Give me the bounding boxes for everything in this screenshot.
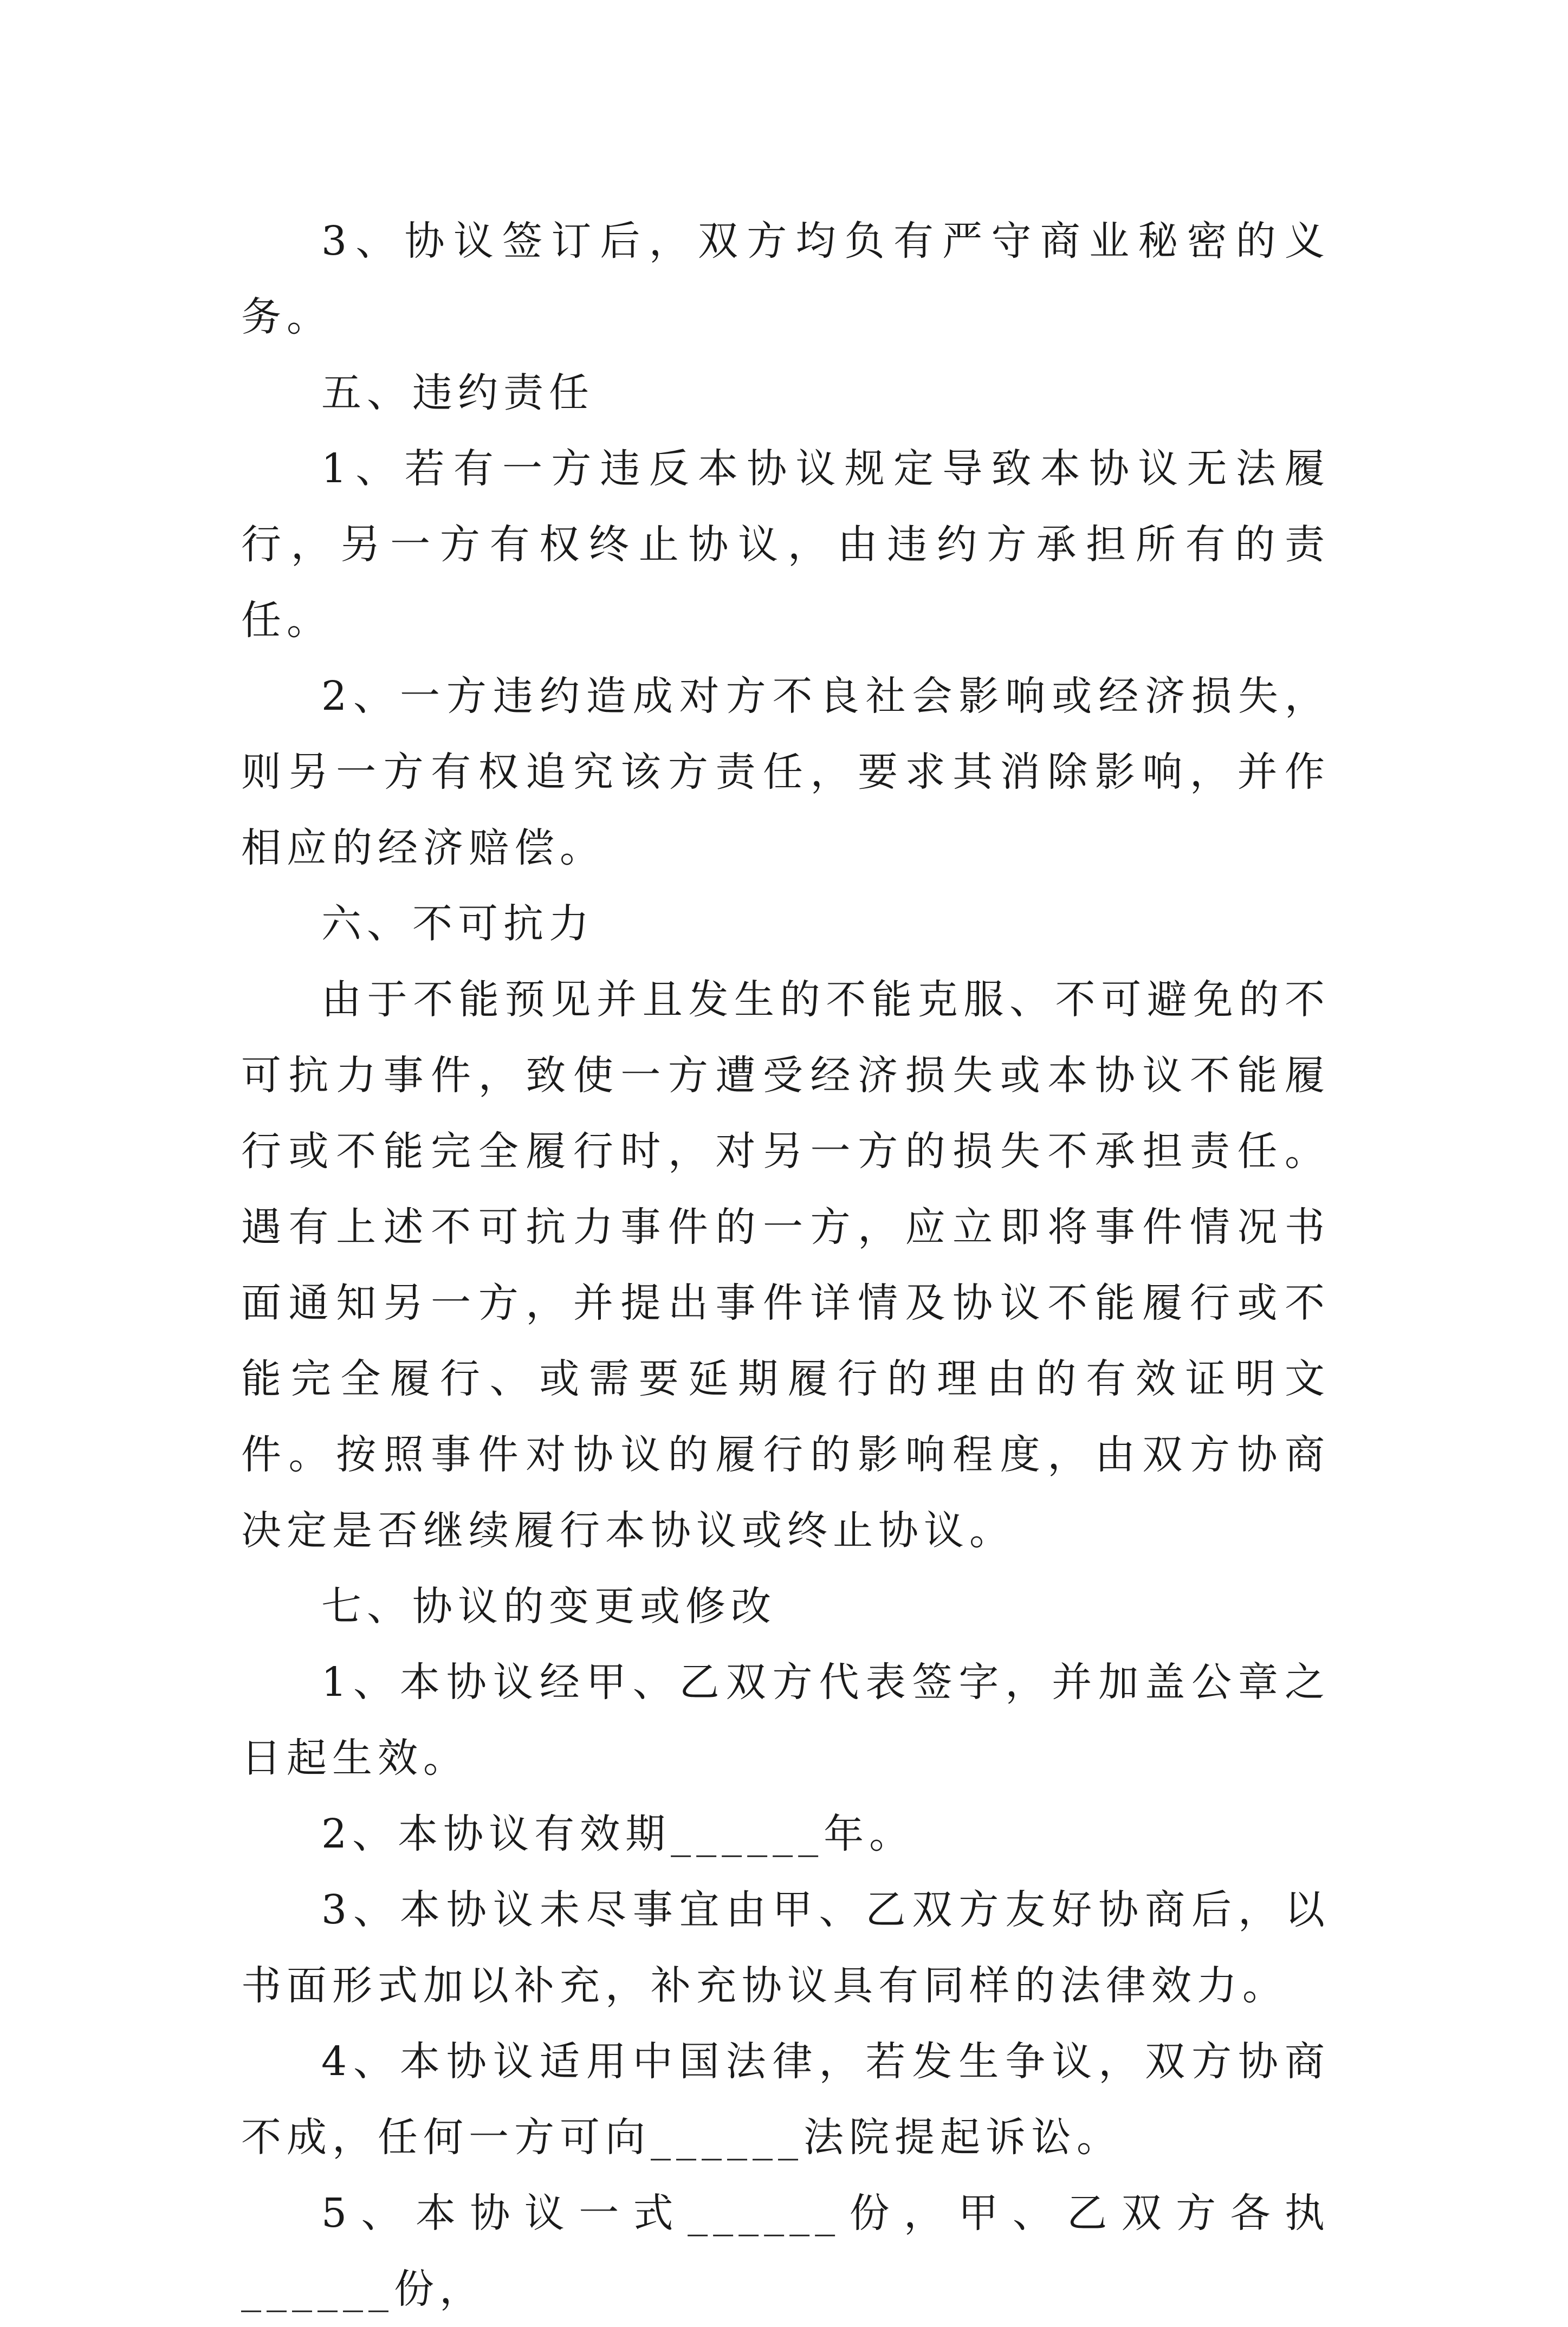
clause-5-2-compensation: 2、一方违约造成对方不良社会影响或经济损失，则另一方有权追究该方责任，要求其消除影响，并作相应的经济赔偿。	[241, 673, 1330, 871]
document-body	[241, 203, 1330, 2327]
clause-7-5-copies: 5、本协议一式______份，甲、乙双方各执______份，	[241, 2190, 1330, 2312]
section-heading-amendments: 七、协议的变更或修改	[321, 1583, 776, 1630]
clause-7-3-supplement: 3、本协议未尽事宜由甲、乙双方友好协商后，以书面形式加以补充，补充协议具有同样的法律效力。	[241, 1887, 1330, 2009]
clause-7-2-validity-period: 2、本协议有效期______年。	[321, 1811, 915, 1857]
clause-4-3-confidentiality: 3、协议签订后，双方均负有严守商业秘密的义务。	[241, 218, 1330, 340]
section-heading-force-majeure: 六、不可抗力	[321, 900, 594, 947]
clause-7-1-effective: 1、本协议经甲、乙双方代表签字，并加盖公章之日起生效。	[241, 1659, 1330, 1781]
clause-6-force-majeure-body: 由于不能预见并且发生的不能克服、不可避免的不可抗力事件，致使一方遭受经济损失或本协议不能履行或不能完全履行时，对另一方的损失不承担责任。遇有上述不可抗力事件的一方，应立即将事件情况书面通知另一方，并提出事件详情及协议不能履行或不能完全履行、或需要延期履行的理由的有效证明文件。按照事件对协议的履行的影响程度，由双方协商决定是否继续履行本协议或终止协议。	[241, 976, 1330, 1554]
section-heading-breach: 五、违约责任	[321, 370, 594, 416]
clause-5-1-termination: 1、若有一方违反本协议规定导致本协议无法履行，另一方有权终止协议，由违约方承担所有的责任。	[241, 445, 1330, 644]
clause-7-4-governing-law: 4、本协议适用中国法律，若发生争议，双方协商不成，任何一方可向______法院提起诉讼。	[241, 2038, 1330, 2161]
